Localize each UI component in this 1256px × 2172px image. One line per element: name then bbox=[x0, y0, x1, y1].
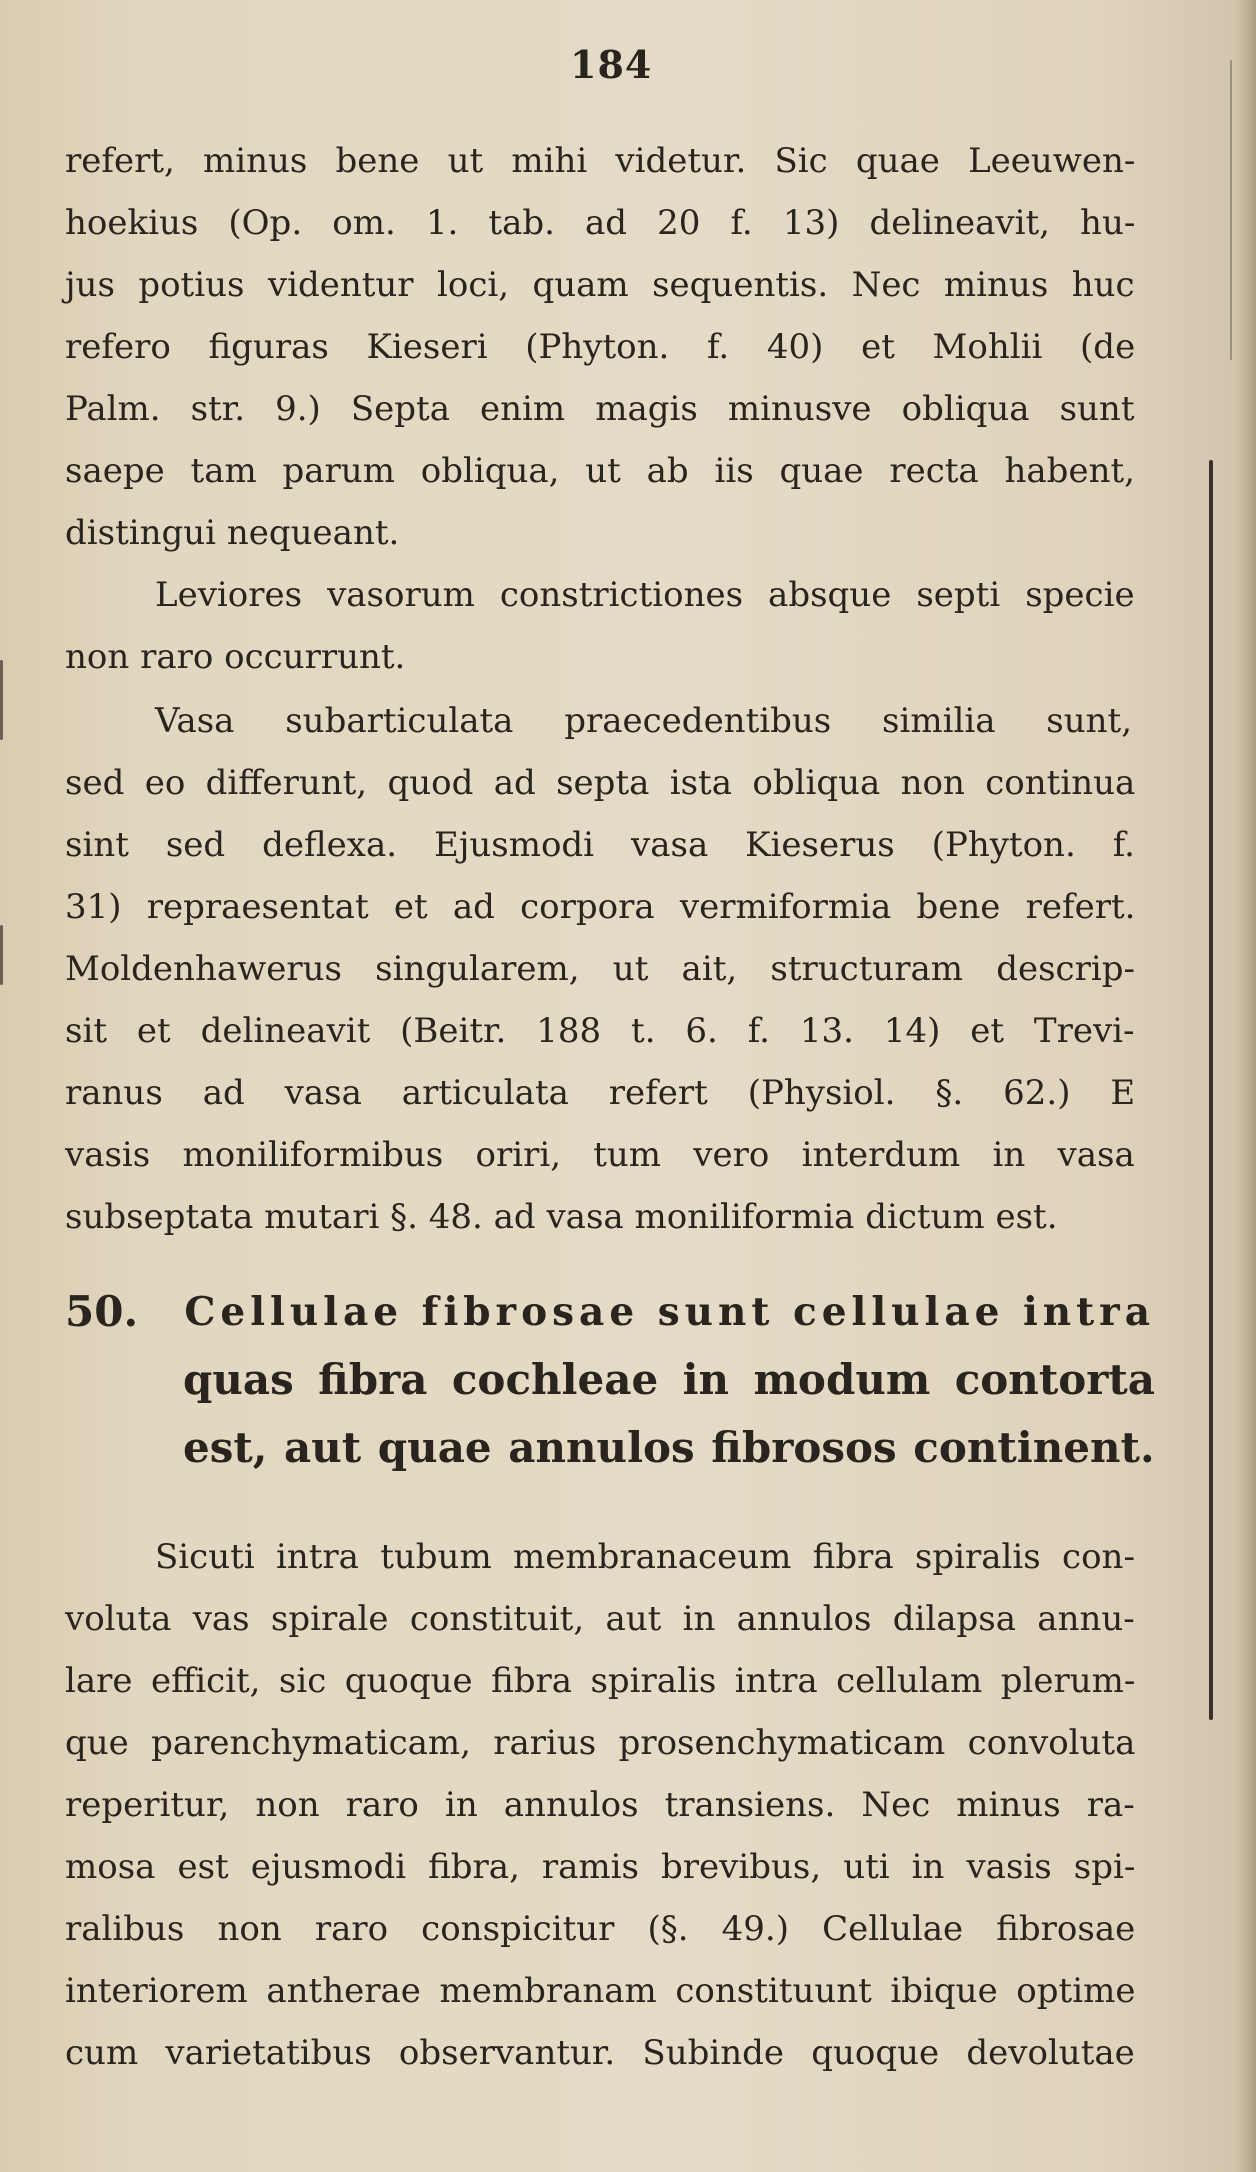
text-line bbox=[65, 316, 1135, 378]
line-text: voluta vas spirale constituit, aut in annulos dilapsa annu- bbox=[65, 1599, 1135, 1639]
text-line bbox=[65, 938, 1135, 1000]
section-number: 50. bbox=[65, 1287, 139, 1336]
text-line bbox=[65, 1774, 1135, 1836]
text-line bbox=[65, 1186, 1135, 1248]
text-line bbox=[65, 752, 1135, 814]
line-text: sed eo differunt, quod ad septa ista obliqua non continua bbox=[65, 763, 1136, 803]
text-line bbox=[65, 876, 1135, 938]
heading-line bbox=[65, 1346, 1155, 1414]
text-line bbox=[65, 440, 1135, 502]
line-text: Vasa subarticulata praecedentibus similia sunt, bbox=[155, 701, 1133, 741]
page-gutter-edge bbox=[1234, 0, 1256, 2172]
line-text: lare efficit, sic quoque fibra spiralis intra cellulam plerum- bbox=[65, 1661, 1136, 1701]
line-text: subseptata mutari §. 48. ad vasa moniliformia dictum est. bbox=[65, 1197, 1058, 1237]
text-line bbox=[65, 1898, 1135, 1960]
line-text: mosa est ejusmodi fibra, ramis brevibus, uti in vasis spi- bbox=[65, 1847, 1136, 1887]
paragraph bbox=[65, 564, 1135, 688]
line-text: ralibus non raro conspicitur (§. 49.) Cellulae fibrosae bbox=[65, 1909, 1136, 1949]
paragraph bbox=[65, 130, 1135, 564]
text-line bbox=[65, 626, 1135, 688]
line-text: que parenchymaticam, rarius prosenchymaticam convoluta bbox=[65, 1723, 1136, 1763]
line-text: refert, minus bene ut mihi videtur. Sic quae Leeuwen- bbox=[65, 141, 1136, 181]
text-line bbox=[65, 254, 1135, 316]
text-line bbox=[65, 192, 1135, 254]
line-text: sit et delineavit (Beitr. 188 t. 6. f. 13. 14) et Trevi- bbox=[65, 1011, 1135, 1051]
line-text: Palm. str. 9.) Septa enim magis minusve obliqua sunt bbox=[65, 389, 1135, 429]
text-line bbox=[65, 1712, 1135, 1774]
line-text: non raro occurrunt. bbox=[65, 637, 406, 677]
text-line bbox=[65, 502, 1135, 564]
heading-text: quas fibra cochleae in modum contorta bbox=[183, 1355, 1155, 1404]
page-edge-shadow bbox=[1230, 60, 1232, 360]
paragraph bbox=[65, 690, 1135, 1248]
line-text: Sicuti intra tubum membranaceum fibra spiralis con- bbox=[155, 1537, 1135, 1577]
page-edge-shadow bbox=[1209, 460, 1213, 1720]
heading-line bbox=[65, 1278, 1155, 1346]
line-text: jus potius videntur loci, quam sequentis. Nec minus huc bbox=[65, 265, 1135, 305]
page-edge-mark bbox=[0, 925, 3, 985]
line-text: 31) repraesentat et ad corpora vermiformia bene refert. bbox=[65, 887, 1136, 927]
line-text: distingui nequeant. bbox=[65, 513, 400, 553]
heading-line bbox=[65, 1414, 1155, 1482]
text-line bbox=[65, 1960, 1135, 2022]
text-line bbox=[65, 1526, 1135, 1588]
heading-text: Cellulae fibrosae sunt cellulae intra bbox=[184, 1289, 1155, 1335]
line-text: hoekius (Op. om. 1. tab. ad 20 f. 13) delineavit, hu- bbox=[65, 203, 1136, 243]
paragraph bbox=[65, 1526, 1135, 2084]
text-line bbox=[65, 1588, 1135, 1650]
page-edge-mark bbox=[0, 660, 3, 740]
page-number: 184 bbox=[570, 42, 653, 87]
line-text: sint sed deflexa. Ejusmodi vasa Kieserus (Phyton. f. bbox=[65, 825, 1135, 865]
line-text: vasis moniliformibus oriri, tum vero interdum in vasa bbox=[65, 1135, 1135, 1175]
text-line bbox=[65, 564, 1135, 626]
line-text: Moldenhawerus singularem, ut ait, structuram descrip- bbox=[65, 949, 1135, 989]
text-line bbox=[65, 1124, 1135, 1186]
text-line bbox=[65, 1836, 1135, 1898]
line-text: cum varietatibus observantur. Subinde quoque devolutae bbox=[65, 2033, 1135, 2073]
line-text: Leviores vasorum constrictiones absque septi specie bbox=[155, 575, 1135, 615]
text-line bbox=[65, 690, 1135, 752]
heading-text: est, aut quae annulos fibrosos continent. bbox=[183, 1423, 1155, 1472]
line-text: reperitur, non raro in annulos transiens. Nec minus ra- bbox=[65, 1785, 1135, 1825]
text-line bbox=[65, 2022, 1135, 2084]
section-heading bbox=[65, 1278, 1155, 1482]
text-line bbox=[65, 814, 1135, 876]
text-line bbox=[65, 1650, 1135, 1712]
text-line bbox=[65, 130, 1135, 192]
text-line bbox=[65, 1062, 1135, 1124]
text-line bbox=[65, 378, 1135, 440]
line-text: refero figuras Kieseri (Phyton. f. 40) et Mohlii (de bbox=[65, 327, 1136, 367]
line-text: interiorem antherae membranam constituunt ibique optime bbox=[65, 1971, 1136, 2011]
line-text: ranus ad vasa articulata refert (Physiol. §. 62.) E bbox=[65, 1073, 1136, 1113]
line-text: saepe tam parum obliqua, ut ab iis quae recta habent, bbox=[65, 451, 1135, 491]
text-line bbox=[65, 1000, 1135, 1062]
